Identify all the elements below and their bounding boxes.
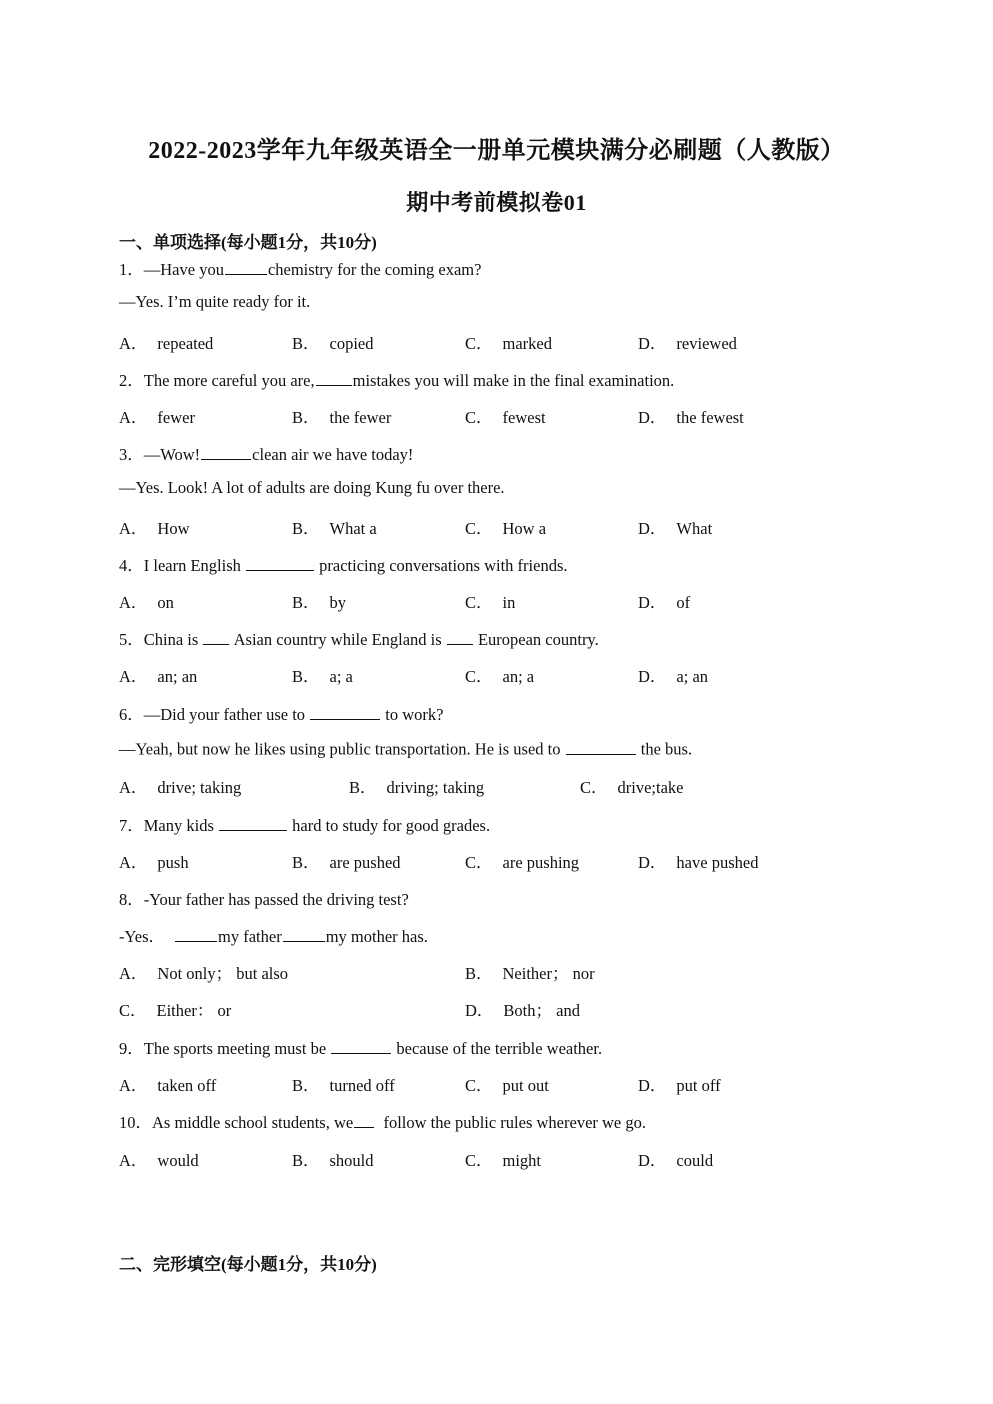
question-4: 4．I learn English practicing conversations with friends.	[119, 552, 568, 576]
q4-option-a[interactable]: A． on	[119, 593, 174, 612]
q10-option-c[interactable]: C． might	[465, 1151, 542, 1170]
q8-option-b[interactable]: B． Neither； nor	[465, 964, 595, 983]
q9-option-d[interactable]: D． put off	[638, 1076, 721, 1095]
q7-option-c[interactable]: C． are pushing	[465, 853, 580, 872]
question-1-reply: —Yes. I’m quite ready for it.	[119, 292, 311, 311]
page-title: 2022-2023学年九年级英语全一册单元模块满分必刷题（人教版）	[148, 138, 845, 164]
q1-option-b[interactable]: B． copied	[292, 334, 374, 353]
question-10: 10．As middle school students, we follow the public rules wherever we go.	[119, 1109, 646, 1133]
q10-option-b[interactable]: B． should	[292, 1151, 374, 1170]
q1-option-d[interactable]: D． reviewed	[638, 334, 737, 353]
q2-option-b[interactable]: B． the fewer	[292, 408, 392, 427]
q3-option-c[interactable]: C． How a	[465, 519, 547, 538]
q9-option-b[interactable]: B． turned off	[292, 1076, 395, 1095]
question-2: 2．The more careful you are, mistakes you will make in the final examination.	[119, 367, 674, 391]
q10-option-d[interactable]: D． could	[638, 1151, 714, 1170]
q4-option-c[interactable]: C． in	[465, 593, 516, 612]
answer-blank	[310, 703, 380, 721]
answer-blank	[283, 925, 325, 943]
q3-option-b[interactable]: B． What a	[292, 519, 377, 538]
answer-blank	[331, 1037, 391, 1055]
answer-blank	[201, 443, 251, 461]
question-7: 7．Many kids hard to study for good grades.	[119, 812, 490, 836]
q6-option-a[interactable]: A． drive; taking	[119, 778, 242, 797]
answer-blank	[225, 258, 267, 276]
answer-blank	[566, 737, 636, 755]
answer-blank	[354, 1111, 374, 1129]
q5-option-c[interactable]: C． an; a	[465, 667, 535, 686]
section-heading-cloze: 二、完形填空(每小题1分，共10分)	[119, 1255, 377, 1274]
q2-option-c[interactable]: C． fewest	[465, 408, 546, 427]
question-5: 5．China is Asian country while England is European country.	[119, 626, 599, 650]
question-9: 9．The sports meeting must be because of the terrible weather.	[119, 1035, 602, 1059]
answer-blank	[203, 628, 229, 646]
q6-option-c[interactable]: C． drive;take	[580, 778, 684, 797]
question-6: 6．—Did your father use to to work?	[119, 701, 444, 725]
q9-option-c[interactable]: C． put out	[465, 1076, 549, 1095]
q9-option-a[interactable]: A． taken off	[119, 1076, 217, 1095]
answer-blank	[246, 554, 314, 572]
answer-blank	[219, 814, 287, 832]
answer-blank	[316, 369, 352, 387]
page-subtitle: 期中考前模拟卷01	[406, 190, 587, 215]
q8-option-d[interactable]: D． Both； and	[465, 1001, 580, 1020]
q8-option-a[interactable]: A． Not only； but also	[119, 964, 289, 983]
q2-option-d[interactable]: D． the fewest	[638, 408, 744, 427]
question-8-reply: -Yes． my father my mother has.	[119, 923, 428, 947]
question-3: 3．—Wow! clean air we have today!	[119, 441, 413, 465]
question-6-reply: —Yeah, but now he likes using public transportation. He is used to the bus.	[119, 737, 692, 760]
question-1: 1．—Have you chemistry for the coming exam?	[119, 256, 481, 280]
q3-option-d[interactable]: D． What	[638, 519, 713, 538]
q7-option-a[interactable]: A． push	[119, 853, 189, 872]
q1-option-c[interactable]: C． marked	[465, 334, 552, 353]
section-heading-single-choice: 一、单项选择(每小题1分，共10分)	[119, 233, 377, 252]
answer-blank	[447, 628, 473, 646]
q4-option-d[interactable]: D． of	[638, 593, 691, 612]
question-3-reply: —Yes. Look! A lot of adults are doing Kung fu over there.	[119, 478, 505, 497]
question-8: 8．-Your father has passed the driving test?	[119, 890, 409, 909]
q5-option-a[interactable]: A． an; an	[119, 667, 198, 686]
q5-option-b[interactable]: B． a; a	[292, 667, 353, 686]
q7-option-b[interactable]: B． are pushed	[292, 853, 401, 872]
q4-option-b[interactable]: B． by	[292, 593, 347, 612]
q1-option-a[interactable]: A． repeated	[119, 334, 214, 353]
q3-option-a[interactable]: A． How	[119, 519, 190, 538]
answer-blank	[175, 925, 217, 943]
q6-option-b[interactable]: B． driving; taking	[349, 778, 485, 797]
q8-option-c[interactable]: C． Either： or	[119, 1001, 232, 1020]
q2-option-a[interactable]: A． fewer	[119, 408, 195, 427]
q7-option-d[interactable]: D． have pushed	[638, 853, 759, 872]
q10-option-a[interactable]: A． would	[119, 1151, 199, 1170]
q5-option-d[interactable]: D． a; an	[638, 667, 709, 686]
